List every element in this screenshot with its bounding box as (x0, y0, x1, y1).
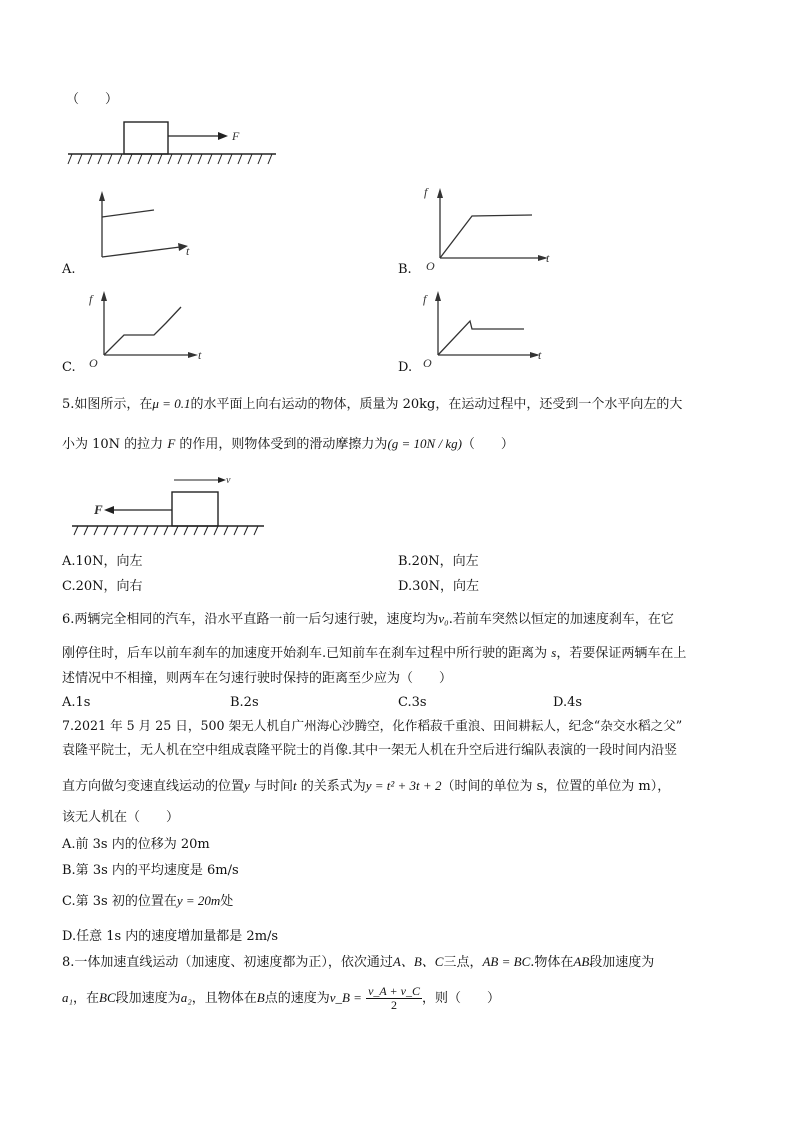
q4-graph-b-t: t (546, 251, 550, 265)
q8-stem-line1: 8.一体加速直线运动（加速度、初速度都为正），依次通过A、B、C三点，AB = BC.物体在AB段加速度为 (62, 954, 655, 970)
q4-graph-a (90, 185, 200, 275)
q5-option-b[interactable]: B.20N，向左 (398, 554, 479, 569)
q4-graph-c (86, 285, 216, 375)
q7-stem-line2: 袁隆平院士，无人机在空中组成袁隆平院士的肖像.其中一架无人机在升空后进行编队表演的一段时间内沿竖 (62, 743, 678, 758)
q7-option-c[interactable]: C.第 3s 初的位置在y = 20m处 (62, 893, 234, 909)
q4-graph-c-f: f (89, 292, 93, 306)
q4-graph-c-t: t (198, 348, 202, 362)
q6-stem-line3: 述情况中不相撞，则两车在匀速行驶时保持的距离至少应为（ ） (62, 671, 453, 686)
q5-option-d[interactable]: D.30N，向左 (398, 579, 480, 594)
q4-force-diagram (68, 118, 288, 173)
q4-answer-paren: （ ） (66, 92, 119, 107)
q4-graph-d-t: t (538, 348, 542, 362)
q5-force-diagram (72, 474, 272, 534)
q4-graph-b-o: O (426, 259, 435, 273)
q4-force-label: F (232, 129, 240, 143)
q4-option-d-label: D. (398, 360, 413, 375)
q4-graph-b (420, 180, 560, 275)
q5-stem-line2: 小为 10N 的拉力 F 的作用，则物体受到的滑动摩擦力为(g = 10N / kg)（ ） (62, 436, 514, 452)
q5-velocity-label: v (226, 475, 231, 486)
q4-graph-d-o: O (423, 356, 432, 370)
q7-stem-line3: 直方向做匀变速直线运动的位置y 与时间t 的关系式为y = t² + 3t + 2（时间的单位为 s，位置的单位为 m）， (62, 778, 671, 794)
q5-option-c[interactable]: C.20N，向右 (62, 579, 143, 594)
q7-option-b[interactable]: B.第 3s 内的平均速度是 6m/s (62, 863, 239, 878)
q6-option-b[interactable]: B.2s (230, 695, 259, 710)
q5-force-label: F (94, 502, 103, 517)
q7-stem-line4: 该无人机在（ ） (62, 810, 180, 825)
q5-stem-line1: 5.如图所示，在μ = 0.1的水平面上向右运动的物体，质量为 20kg，在运动过程中，还受到一个水平向左的大 (62, 396, 683, 412)
q6-option-a[interactable]: A.1s (62, 695, 91, 710)
q7-option-a[interactable]: A.前 3s 内的位移为 20m (62, 837, 210, 852)
q4-option-c-label: C. (62, 360, 76, 375)
q8-stem-line2: a₁，在BC段加速度为a₂，且物体在B点的速度为v_B = $\frac{v\_A + v\_C}{2}$ ，则（ ） (62, 984, 500, 1012)
q4-option-b-label: B. (398, 262, 412, 277)
q7-option-d[interactable]: D.任意 1s 内的速度增加量都是 2m/s (62, 929, 279, 944)
q8-fraction: $\frac{v\_A + v\_C}{2}$ (368, 984, 420, 1012)
q6-option-c[interactable]: C.3s (398, 695, 427, 710)
q5-option-a[interactable]: A.10N，向左 (62, 554, 143, 569)
q4-graph-d-f: f (423, 292, 427, 306)
q4-option-a-label: A. (62, 262, 76, 277)
q4-graph-b-f: f (424, 185, 428, 199)
q7-stem-line1: 7.2021 年 5 月 25 日，500 架无人机自广州海心沙腾空，化作稻菽千重浪、田间耕耘人，纪念“杂交水稻之父” (62, 718, 683, 733)
q4-graph-d (420, 285, 560, 375)
q6-stem-line2: 刚停住时，后车以前车刹车的加速度开始刹车.已知前车在刹车过程中所行驶的距离为 s，若要保证两辆车在上 (62, 645, 687, 661)
q4-graph-c-o: O (89, 356, 98, 370)
q6-stem-line1: 6.两辆完全相同的汽车，沿水平直路一前一后匀速行驶，速度均为v₀.若前车突然以恒定的加速度刹车，在它 (62, 611, 674, 627)
q6-option-d[interactable]: D.4s (553, 695, 583, 710)
q4-graph-a-t: t (186, 244, 190, 258)
